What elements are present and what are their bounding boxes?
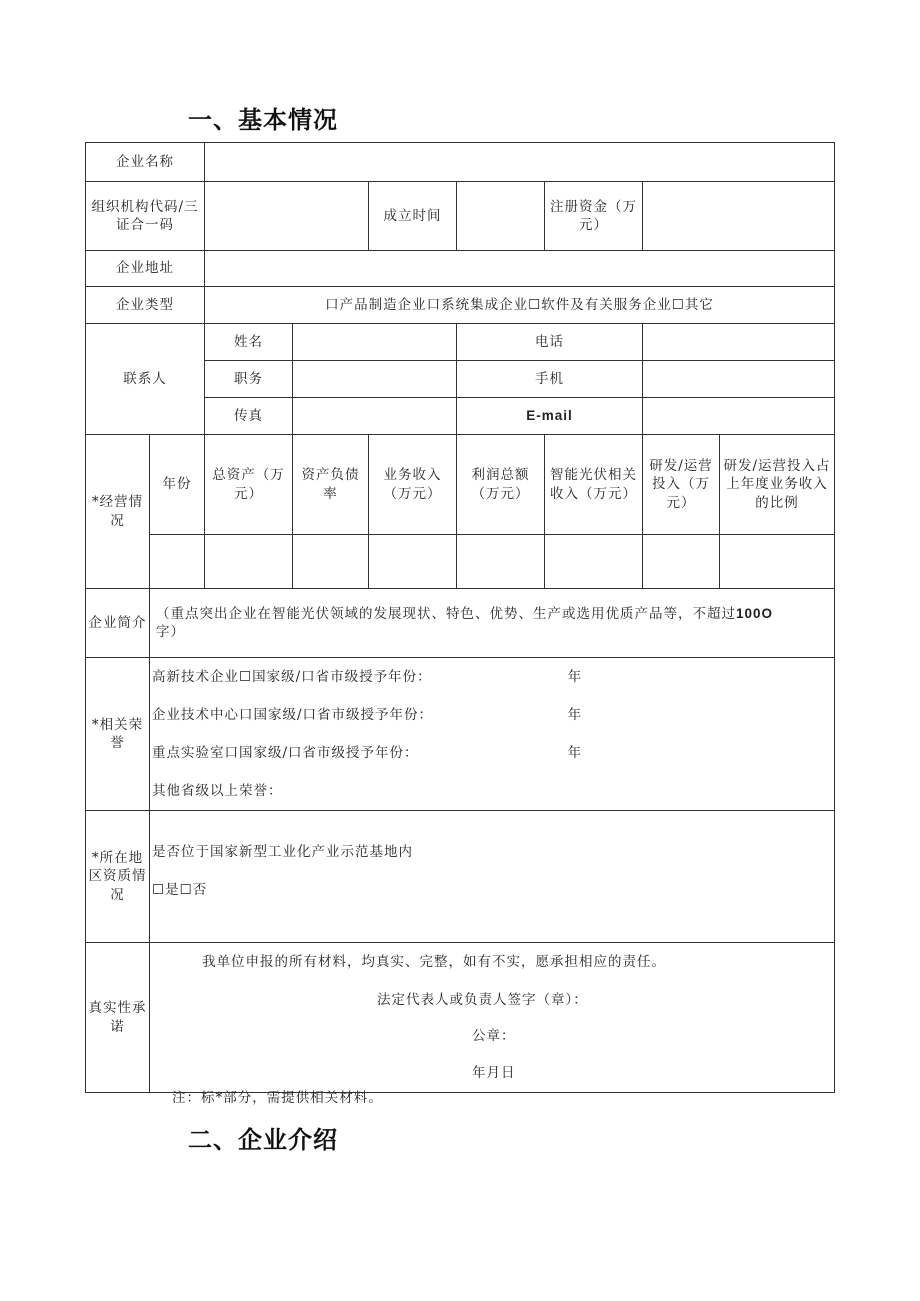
company-name-field[interactable] bbox=[205, 143, 835, 182]
ops-header-pv-revenue: 智能光伏相关收入（万元） bbox=[545, 435, 643, 535]
contact-title-label: 职务 bbox=[205, 361, 293, 398]
contact-name-field[interactable] bbox=[293, 324, 457, 361]
company-type-label: 企业类型 bbox=[86, 287, 205, 324]
ops-rd-investment-field[interactable] bbox=[643, 535, 720, 589]
ops-profit-field[interactable] bbox=[457, 535, 545, 589]
contact-email-field[interactable] bbox=[643, 398, 835, 435]
honor-row-other[interactable]: 其他省级以上荣誉： bbox=[152, 782, 283, 799]
contact-name-label: 姓名 bbox=[205, 324, 293, 361]
contact-phone-label: 电话 bbox=[457, 324, 643, 361]
profile-hint-end: 字） bbox=[156, 624, 185, 640]
company-name-label: 企业名称 bbox=[86, 143, 205, 182]
honor-row-tech-center[interactable]: 企业技术中心口国家级/口省市级授予年份： 年 bbox=[152, 706, 583, 723]
commitment-field bbox=[150, 943, 835, 1093]
commitment-statement: 我单位申报的所有材料，均真实、完整，如有不实，愿承担相应的责任。 bbox=[202, 954, 666, 970]
section-title-company-intro: 二、企业介绍 bbox=[188, 1126, 338, 1154]
commitment-signature[interactable]: 法定代表人或负责人签字（章）： bbox=[377, 992, 588, 1008]
profile-field[interactable] bbox=[150, 589, 835, 658]
ops-debt-ratio-field[interactable] bbox=[293, 535, 369, 589]
honor-row-key-lab[interactable]: 重点实验室口国家级/口省市级授予年份： 年 bbox=[152, 744, 583, 761]
ops-pv-revenue-field[interactable] bbox=[545, 535, 643, 589]
ops-revenue-field[interactable] bbox=[369, 535, 457, 589]
ops-year-field[interactable] bbox=[150, 535, 205, 589]
contact-email-label: E-mail bbox=[457, 398, 643, 435]
contact-mobile-field[interactable] bbox=[643, 361, 835, 398]
honors-field[interactable] bbox=[150, 658, 835, 811]
region-field[interactable] bbox=[150, 811, 835, 943]
ops-header-debt-ratio: 资产负债率 bbox=[293, 435, 369, 535]
region-options[interactable]: ☐是☐否 bbox=[152, 881, 208, 898]
contact-fax-field[interactable] bbox=[293, 398, 457, 435]
established-label: 成立时间 bbox=[369, 182, 457, 251]
commitment-label: 真实性承诺 bbox=[86, 943, 150, 1093]
reg-capital-field[interactable] bbox=[643, 182, 835, 251]
commitment-date[interactable]: 年月日 bbox=[472, 1065, 516, 1081]
operations-label: *经营情况 bbox=[86, 435, 150, 589]
honor-row-hitech[interactable]: 高新技术企业☐国家级/口省市级授予年份： 年 bbox=[152, 668, 583, 685]
established-field[interactable] bbox=[457, 182, 545, 251]
contact-mobile-label: 手机 bbox=[457, 361, 643, 398]
contact-fax-label: 传真 bbox=[205, 398, 293, 435]
address-label: 企业地址 bbox=[86, 251, 205, 287]
reg-capital-label: 注册资金（万元） bbox=[545, 182, 643, 251]
profile-label: 企业简介 bbox=[86, 589, 150, 658]
region-question: 是否位于国家新型工业化产业示范基地内 bbox=[152, 843, 413, 860]
contact-phone-field[interactable] bbox=[643, 324, 835, 361]
ops-header-revenue: 业务收入（万元） bbox=[369, 435, 457, 535]
ops-header-year: 年份 bbox=[150, 435, 205, 535]
section-title-basic-info: 一、基本情况 bbox=[188, 106, 338, 134]
form-footnote: 注：标*部分，需提供相关材料。 bbox=[172, 1090, 383, 1106]
contact-label: 联系人 bbox=[86, 324, 205, 435]
region-label: *所在地区资质情况 bbox=[86, 811, 150, 943]
company-type-options[interactable]: 口产品制造企业口系统集成企业☐软件及有关服务企业☐其它 bbox=[205, 287, 835, 324]
ops-header-total-assets: 总资产（万元） bbox=[205, 435, 293, 535]
ops-header-profit: 利润总额（万元） bbox=[457, 435, 545, 535]
ops-header-rd-ratio: 研发/运营投入占上年度业务收入的比例 bbox=[720, 435, 835, 535]
honors-label: *相关荣誉 bbox=[86, 658, 150, 811]
contact-title-field[interactable] bbox=[293, 361, 457, 398]
org-code-field[interactable] bbox=[205, 182, 369, 251]
profile-hint-limit: 100O bbox=[736, 605, 774, 621]
org-code-label: 组织机构代码/三证合一码 bbox=[86, 182, 205, 251]
application-form-table bbox=[85, 142, 835, 1093]
address-field[interactable] bbox=[205, 251, 835, 287]
ops-total-assets-field[interactable] bbox=[205, 535, 293, 589]
commitment-seal[interactable]: 公章： bbox=[472, 1028, 516, 1044]
ops-rd-ratio-field[interactable] bbox=[720, 535, 835, 589]
ops-header-rd-investment: 研发/运营投入（万元） bbox=[643, 435, 720, 535]
profile-hint: （重点突出企业在智能光伏领域的发展现状、特色、优势、生产或选用优质产品等，不超过 bbox=[156, 605, 736, 622]
